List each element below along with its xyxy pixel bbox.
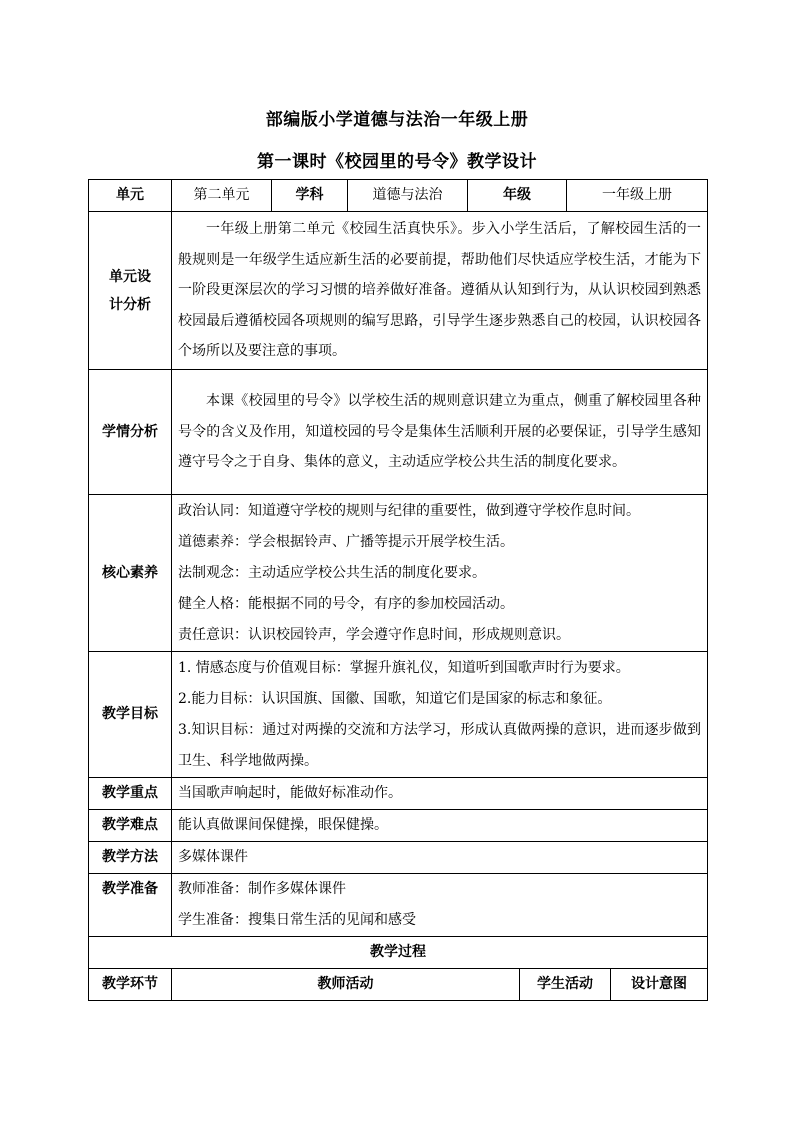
col-intent-header: 设计意图: [611, 969, 708, 1001]
subject-label: 学科: [272, 180, 348, 212]
unit-analysis-row: [89, 212, 708, 370]
unit-label: 单元: [89, 180, 172, 212]
difficulty-label: 教学难点: [89, 810, 172, 842]
difficulty-text: 能认真做课间保健操，眼保健操。: [172, 810, 708, 842]
core-literacy-item: 健全人格：能根据不同的号令，有序的参加校园活动。: [178, 595, 514, 612]
col-teacher-header: 教师活动: [172, 969, 520, 1001]
subject-value: 道德与法治: [348, 180, 468, 212]
student-preparation: 学生准备：搜集日常生活的见闻和感受: [178, 912, 416, 928]
key-point-label: 教学重点: [89, 778, 172, 810]
preparation-label: 教学准备: [89, 874, 172, 937]
method-row: [89, 842, 708, 874]
col-stage-header: 教学环节: [89, 969, 172, 1001]
process-header-row: [89, 969, 708, 1001]
method-label: 教学方法: [89, 842, 172, 874]
key-point-text: 当国歌声响起时，能做好标准动作。: [172, 778, 708, 810]
core-literacy-item: 责任意识：认识校园铃声，学会遵守作息时间，形成规则意识。: [178, 626, 570, 643]
core-literacy-label: 核心素养: [89, 495, 172, 652]
difficulty-row: [89, 810, 708, 842]
core-literacy-row: [89, 495, 708, 652]
core-literacy-item: 政治认同：知道遵守学校的规则与纪律的重要性，做到遵守学校作息时间。: [178, 502, 640, 519]
objective-item: 3.知识目标：通过对两操的交流和方法学习，形成认真做两操的意识，进而逐步做到卫生、科学地做两操。: [178, 721, 701, 769]
header-row: [89, 180, 708, 212]
teacher-preparation: 教师准备：制作多媒体课件: [178, 881, 346, 897]
key-point-row: [89, 778, 708, 810]
document-subtitle: 第一课时《校园里的号令》教学设计: [257, 152, 537, 172]
col-student-header: 学生活动: [520, 969, 611, 1001]
unit-analysis-text: 一年级上册第二单元《校园生活真快乐》。步入小学生活后，了解校园生活的一般规则是一年级学生适应新生活的必要前提，帮助他们尽快适应学校生活，才能为下一阶段更深层次的学习习惯的培养做好准备。遵循从认知到行为，从认识校园到熟悉校园最后遵循校园各项规则的编写思路，引导学生逐步熟悉自己的校园，认识校园各个场所以及要注意的事项。: [178, 221, 701, 360]
preparation-row: [89, 874, 708, 937]
student-analysis-label: 学情分析: [89, 370, 172, 495]
document-title: 部编版小学道德与法治一年级上册: [265, 110, 529, 130]
objectives-label: 教学目标: [89, 652, 172, 778]
process-title: 教学过程: [89, 937, 708, 969]
objective-item: 2.能力目标：认识国旗、国徽、国歌，知道它们是国家的标志和象征。: [178, 690, 612, 707]
process-title-row: [89, 937, 708, 969]
grade-value: 一年级上册: [567, 180, 708, 212]
method-text: 多媒体课件: [172, 842, 708, 874]
objective-item: 1. 情感态度与价值观目标：掌握升旗礼仪，知道听到国歌声时行为要求。: [178, 659, 630, 676]
objectives-row: [89, 652, 708, 778]
unit-value: 第二单元: [172, 180, 272, 212]
core-literacy-item: 法制观念：主动适应学校公共生活的制度化要求。: [178, 564, 486, 581]
unit-analysis-label: 单元设计分析: [109, 268, 151, 313]
lesson-plan-table: [88, 179, 708, 1001]
student-analysis-row: [89, 370, 708, 495]
student-analysis-text: 本课《校园里的号令》以学校生活的规则意识建立为重点，侧重了解校园里各种号令的含义及作用，知道校园的号令是集体生活顺利开展的必要保证，引导学生感知遵守号令之于自身、集体的意义，主动适应学校公共生活的制度化要求。: [178, 393, 701, 471]
grade-label: 年级: [468, 180, 567, 212]
core-literacy-item: 道德素养：学会根据铃声、广播等提示开展学校生活。: [178, 533, 514, 550]
